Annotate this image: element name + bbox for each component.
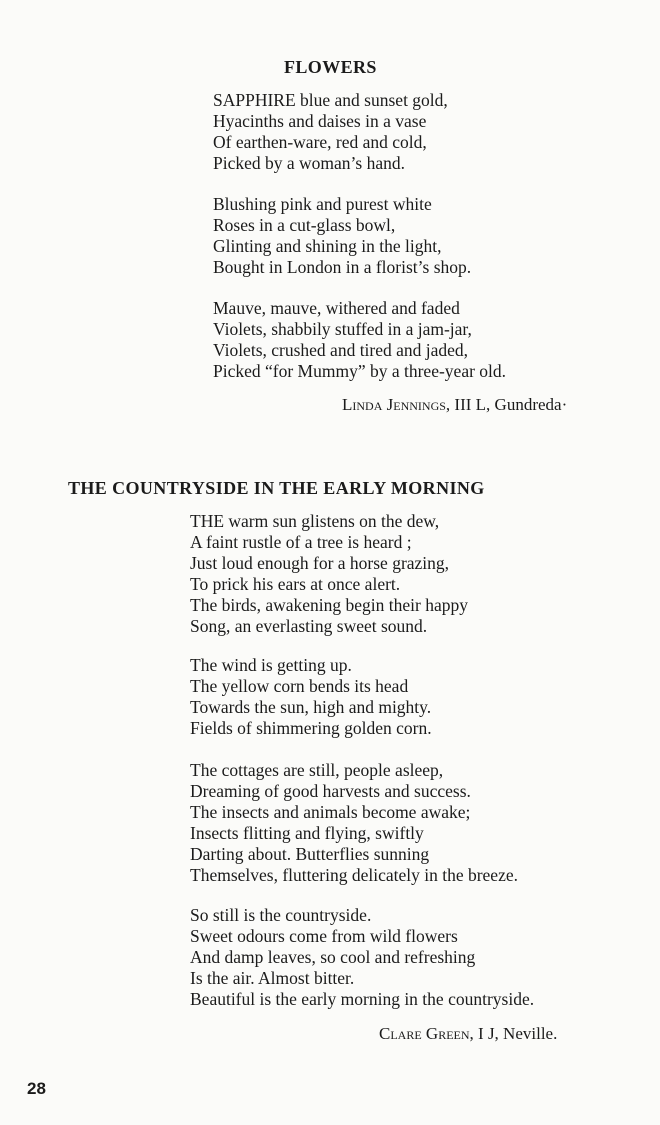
poem-line: Darting about. Butterflies sunning [190,844,430,864]
poem-line: Picked “for Mummy” by a three-year old. [213,361,507,381]
author-details: , III L, Gundreda· [445,395,568,414]
poem-line: Glinting and shining in the light, [213,236,442,256]
poem-line: The wind is getting up. [190,655,352,675]
page-number: 28 [27,1079,46,1098]
poem-line: THE warm sun glistens on the dew, [190,511,440,531]
countryside-stanza-3 [190,760,518,886]
poem-line: So still is the countryside. [190,905,372,925]
poem-line: Violets, crushed and tired and jaded, [213,340,469,360]
flowers-stanza-2 [213,194,471,278]
poem-line: To prick his ears at once alert. [190,574,401,594]
countryside-stanza-1 [190,511,468,637]
poem-line: The insects and animals become awake; [190,802,471,822]
poem-line: Picked by a woman’s hand. [213,153,405,173]
poem-line: Roses in a cut-glass bowl, [213,215,396,235]
poem-line: Sweet odours come from wild flowers [190,926,458,946]
poem-line: Song, an everlasting sweet sound. [190,616,428,636]
flowers-stanza-1 [213,90,448,174]
poem-line: The birds, awakening begin their happy [190,595,468,615]
poem-line: Themselves, fluttering delicately in the breeze. [190,865,518,885]
poem-line: The cottages are still, people asleep, [190,760,444,780]
poem-line: Is the air. Almost bitter. [190,968,355,988]
flowers-stanza-3 [213,298,506,382]
author-name: Clare Green [379,1024,470,1043]
author-details: , I J, Neville. [469,1024,558,1043]
poem-line: SAPPHIRE blue and sunset gold, [213,90,448,110]
poem-line: Bought in London in a florist’s shop. [213,257,472,277]
poem-line: Fields of shimmering golden corn. [190,718,432,738]
poem-line: Mauve, mauve, withered and faded [213,298,460,318]
poem-line: Dreaming of good harvests and success. [190,781,471,801]
poem-line: And damp leaves, so cool and refreshing [190,947,476,967]
poem-line: Beautiful is the early morning in the countryside. [190,989,535,1009]
countryside-stanza-4 [190,905,534,1010]
poem-line: Towards the sun, high and mighty. [190,697,432,717]
poem-line: Of earthen-ware, red and cold, [213,132,427,152]
countryside-attribution [379,1025,557,1042]
poem-title-countryside: THE COUNTRYSIDE IN THE EARLY MORNING [68,478,485,498]
flowers-attribution [342,396,567,413]
poem-line: Insects flitting and flying, swiftly [190,823,424,843]
poem-line: Blushing pink and purest white [213,194,432,214]
countryside-stanza-2 [190,655,432,739]
poem-line: Violets, shabbily stuffed in a jam-jar, [213,319,472,339]
poem-line: Just loud enough for a horse grazing, [190,553,450,573]
poem-line: Hyacinths and daises in a vase [213,111,427,131]
poem-line: The yellow corn bends its head [190,676,409,696]
author-name: Linda Jennings [342,395,446,414]
poem-title-flowers: FLOWERS [284,57,377,77]
poem-line: A faint rustle of a tree is heard ; [190,532,412,552]
